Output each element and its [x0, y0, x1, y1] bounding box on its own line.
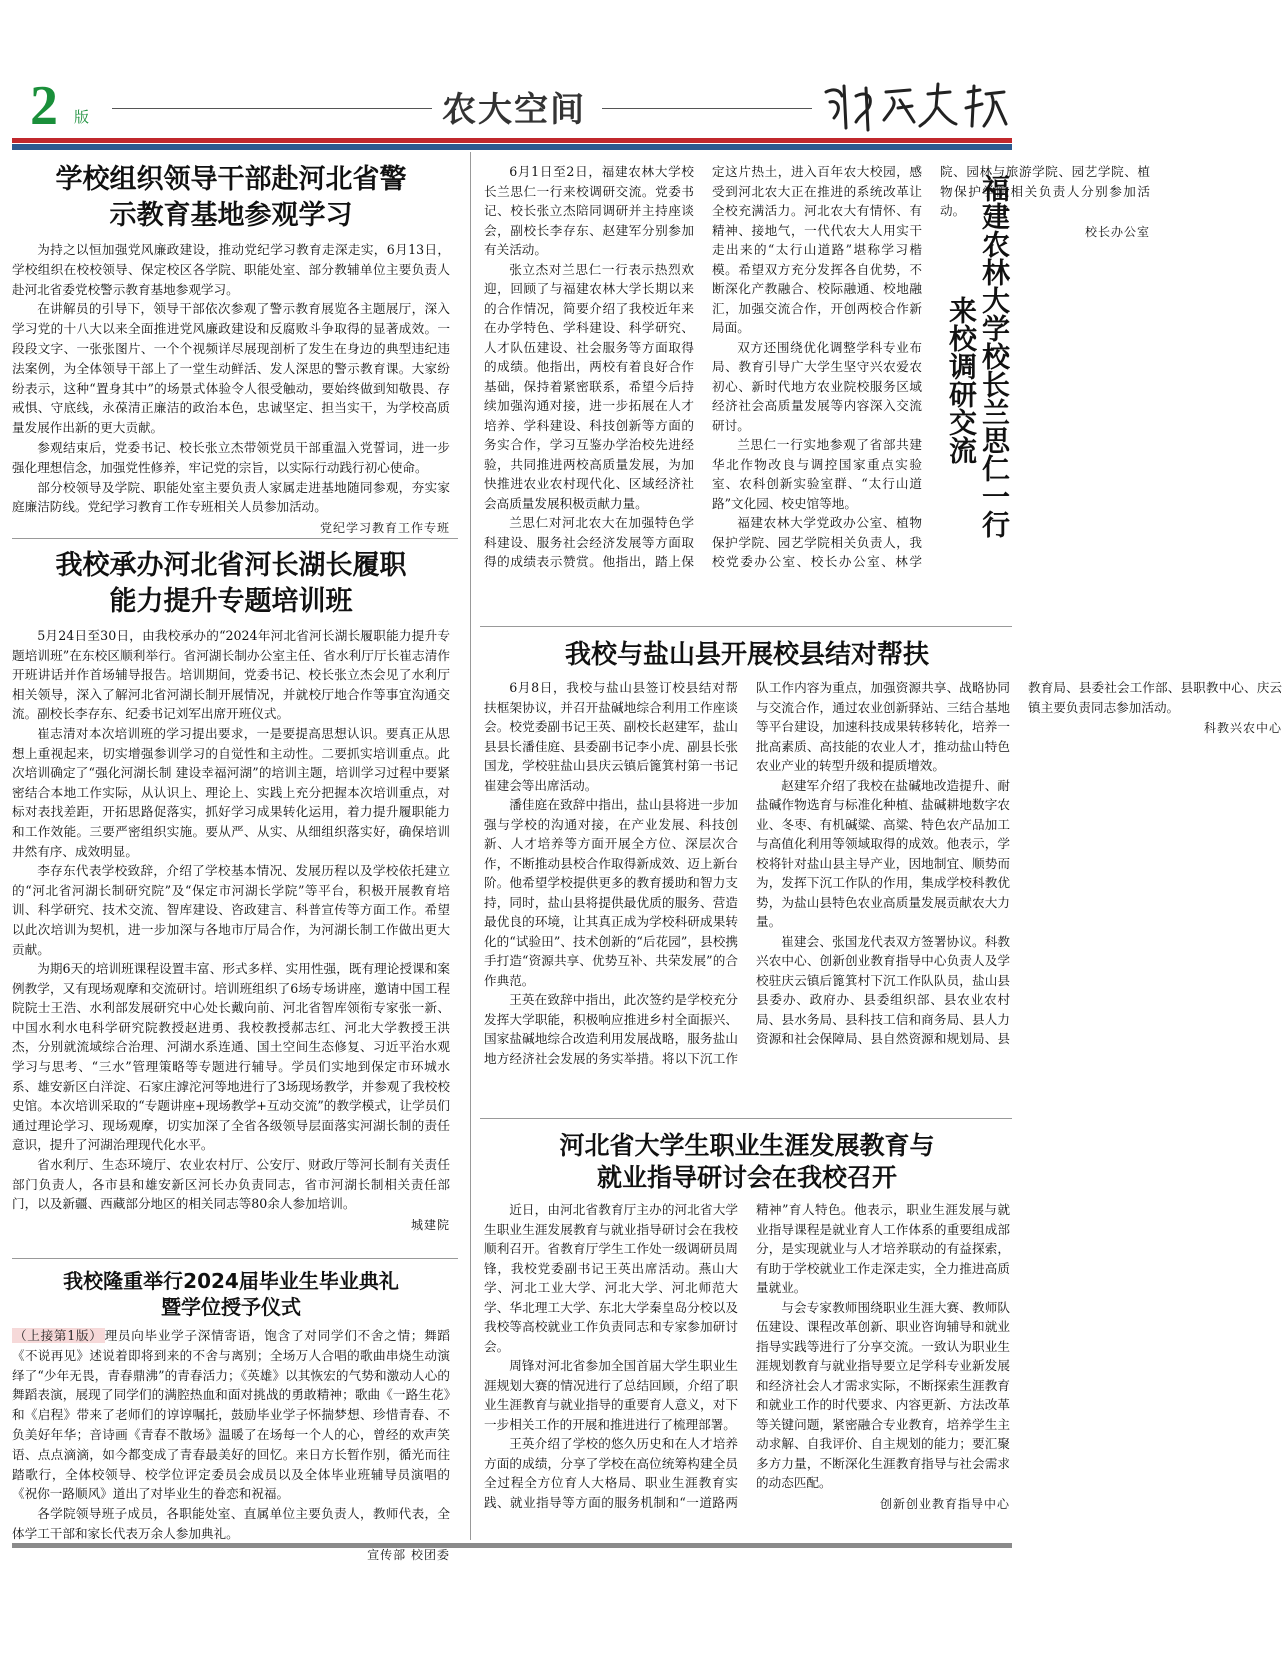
article-source: 宣传部 校团委 [367, 1547, 450, 1562]
top-red-bar [12, 138, 1012, 143]
article-source: 城建院 [410, 1217, 450, 1232]
article-yanshan-county [484, 638, 1282, 1088]
bottom-bar [12, 1543, 1012, 1548]
vertical-headline-main: 福建农林大学校长兰思仁一行 [978, 174, 1011, 538]
top-blue-bar [12, 144, 1012, 150]
article-graduation [12, 1268, 451, 1562]
article-career-seminar [484, 1130, 1010, 1538]
article-source: 党纪学习教育工作专班 [319, 521, 450, 536]
vertical-headline-sub: 来校调研交流 [945, 296, 978, 464]
article-body: 为持之以恒加强党风廉政建设，推动党纪学习教育走深走实，6月13日，学校组织在校校领导、保定校区各学院、职能处室、部分教辅单位主要负责人赴河北省委党校警示教育基地参观学习。 在讲解员的引导下，领导干部依次参观了警示教育展览各主题展厅，深入学习党的十八大以来全面推进党风廉政建设和反腐败斗争取得的显著成效。一段段文字、一张张图片、一个个视频详尽展现剖析了发生在身边的典型违纪违法案例，为全体领导干部上了一堂生动鲜活、发人深思的警示教育课。大家纷纷表示，这种“置身其中”的场景式体验令人很受触动，要始终做到知敬畏、存戒惧、守底线，永葆清正廉洁的政治本色，忠诚坚定、担当实干，为学校高质量发展作出新的更大贡献。 参观结束后，党委书记、校长张立杰带领党员干部重温入党誓词，进一步强化理想信念，加强党性修养，牢记党的宗旨，以实际行动践行初心使命。 部分校领导及学院、职能处室主要负责人家属走进基地随同参观，夯实家庭廉洁防线。党纪学习教育工作专班相关人员参加活动。 [12, 242, 450, 515]
article-body: 6月8日，我校与盐山县签订校县结对帮扶框架协议，并召开盐碱地综合利用工作座谈会。校党委副书记王英、副校长赵建军，盐山县县长潘佳庭、县委副书记李小虎、副县长张国龙，学校驻盐山县庆云镇后篦箕村第一书记崔建会等出席活动。 潘佳庭在致辞中指出，盐山县将进一步加强与学校的沟通对接，在产业发展、科技创新、人才培养等方面开展全方位、深层次合作，不断推动县校合作取得新成效、迈上新台阶。他希望学校提供更多的教育援助和智力支持，同时，盐山县将提供最优质的服务、营造最优良的环境，让其真正成为学校科研成果转化的“试验田”、技术创新的“后花园”，县校携手打造“资源共享、优势互补、共荣发展”的合作典范。 王英在致辞中指出，此次签约是学校充分发挥大学职能，积极响应推进乡村全面振兴、国家盐碱地综合改造利用发展战略，服务盐山地方经济社会发展的务实举措。将以下沉工作队工作内容为重点，加强资源共享、战略协同与交流合作，通过农业创新驿站、三结合基地等平台建设，加速科技成果转移转化，培养一批高素质、高技能的农业人才，推动盐山特色农业产业的转型升级和提质增效。 赵建军介绍了我校在盐碱地改造提升、耐盐碱作物选育与标准化种植、盐碱耕地数字农业、冬枣、有机碱粱、高粱、特色农产品加工与高值化利用等领域取得的成效。他表示，学校将针对盐山县主导产业，因地制宜、顺势而为，发挥下沉工作队的作用，集成学校科教优势，为盐山县特色农业高质量发展贡献农大力量。 崔建会、张国龙代表双方签署协议。科教兴农中心、创新创业教育指导中心负责人及学校驻庆云镇后篦箕村下沉工作队队员，盐山县县委办、政府办、县委组织部、县农业农村局、县水务局、县科技工信和商务局、县人力资源和社会保障局、县自然资源和规划局、县教育局、县委社会工作部、县职教中心、庆云镇主要负责同志参加活动。 科教兴农中心 [484, 680, 1282, 1066]
article-source: 科教兴农中心 [1203, 721, 1282, 735]
article-source: 创新创业教育指导中心 [879, 1496, 1010, 1511]
article-headline: 学校组织领导干部赴河北省警 示教育基地参观学习 [55, 164, 407, 231]
page-unit: 版 [74, 108, 90, 126]
article-headline: 河北省大学生职业生涯发展教育与 就业指导研讨会在我校召开 [559, 1131, 935, 1192]
column-divider [470, 152, 471, 1540]
article-warning-education [12, 162, 450, 536]
article-body: 近日，由河北省教育厅主办的河北省大学生职业生涯发展教育与就业指导研讨会在我校顺利召开。省教育厅学生工作处一级调研员周锋，我校党委副书记王英出席活动。燕山大学、河北工业大学、河北大学、河北师范大学、华北理工大学、东北大学秦皇岛分校以及我校等高校就业工作负责同志和专家参加研讨会。 周锋对河北省参加全国首届大学生职业生涯规划大赛的情况进行了总结回顾，介绍了职业生涯教育与就业指导的重要育人意义，对下一步相关工作的开展和推进进行了梳理部署。 王英介绍了学校的悠久历史和在人才培养方面的成绩，分享了学校在高位统筹构建全员全过程全方位育人大格局、职业生涯教育实践、就业指导等方面的服务机制和“一道路两精神”育人特色。他表示，职业生涯发展与就业指导课程是就业育人工作体系的重要组成部分，是实现就业与人才培养联动的有益探索，有助于学校就业工作走深走实，全力推进高质量就业。 与会专家教师围绕职业生涯大赛、教师队伍建设、课程改革创新、职业咨询辅导和就业指导实践等进行了分享交流。一致认为职业生涯规划教育与就业指导要立足学科专业新发展和经济社会人才需求实际，不断探索生涯教育和就业工作的时代要求、内容更新、方法改革等关键问题，紧密融合专业教育，培养学生主动求解、自我评价、自主规划的能力；要汇聚多方力量，不断深化生涯教育指导与社会需求的动态匹配。 创新创业教育指导中心 [484, 1200, 1010, 1528]
divider [480, 626, 1012, 627]
article-body: （上接第1版） 理员向毕业学子深情寄语，饱含了对同学们不舍之情；舞蹈《不说再见》述说着即将到来的不舍与离别；全场万人合唱的歌曲串烧生动演绎了“少年无畏，青春鼎沸”的青春活力；《英雄》以其恢宏的气势和激动人心的舞蹈表演，展现了同学们的满腔热血和面对挑战的勇敢精神；歌曲《一路生花》和《启程》带来了老师们的谆谆嘱托，鼓励毕业学子怀揣梦想、珍惜青春、不负美好年华；音诗画《青春不散场》温暖了在场每一个人的心，曾经的欢声笑语、点点滴滴，如今都变成了青春最美好的回忆。来日方长暂作别，循光而往踏歌行，全体校领导、校学位评定委员会成员以及全体毕业班辅导员演唱的《祝你一路顺风》道出了对毕业生的眷恋和祝福。 各学院领导班子成员，各职能处室、直属单位主要负责人，教师代表，全体学工干部和家长代表万余人参加典礼。 [12, 1328, 451, 1541]
divider [12, 538, 458, 539]
masthead-rule-right [602, 108, 812, 109]
article-source: 校长办公室 [1084, 224, 1150, 239]
masthead [12, 76, 1012, 138]
divider [12, 1258, 458, 1259]
article-headline: 我校承办河北省河长湖长履职 能力提升专题培训班 [55, 550, 407, 617]
section-title: 农大空间 [442, 90, 586, 130]
divider [480, 1118, 1012, 1119]
article-fujian-visit [484, 162, 1150, 588]
page-number: 2 [30, 75, 58, 137]
article-body: 6月1日至2日，福建农林大学校长兰思仁一行来校调研交流。党委书记、校长张立杰陪同调研并主持座谈会，副校长李存东、赵建军分别参加有关活动。 张立杰对兰思仁一行表示热烈欢迎，回顾了与福建农林大学长期以来的合作情况，简要介绍了我校近年来在办学特色、学科建设、科学研究、人才队伍建设、社会服务等方面取得的成绩。他指出，两校有着良好合作基础，保持着紧密联系，希望今后持续加强沟通对接，进一步拓展在人才培养、学科建设、科技创新等方面的务实合作，学习互鉴办学治校先进经验，共同推进两校高质量发展，为加快推进农业农村现代化、区域经济社会高质量发展积极贡献力量。 兰思仁对河北农大在加强特色学科建设、服务社会经济发展等方面取得的成绩表示赞赏。他指出，踏上保定这片热土，进入百年农大校园，感受到河北农大正在推进的系统改革让全校充满活力。河北农大有情怀、有精神、接地气，一代代农大人用实干走出来的“太行山道路”堪称学习楷模。希望双方充分发挥各自优势，不断深化产教融合、校际融通、校地融汇，加强交流合作，开创两校合作新局面。 双方还围绕优化调整学科专业布局、教育引导广大学生坚守兴农爱农初心、新时代地方农业院校服务区域经济社会高质量发展等内容深入交流研讨。 兰思仁一行实地参观了省部共建华北作物改良与调控国家重点实验室、农科创新实验室群、“太行山道路”文化园、校史馆等地。 福建农林大学党政办公室、植物保护学院、园艺学院相关负责人，我校党委办公室、校长办公室、林学院、园林与旅游学院、园艺学院、植物保护学院相关负责人分别参加活动。 校长办公室 [484, 164, 1150, 569]
article-river-chief-training [12, 548, 450, 1232]
article-body: 5月24日至30日，由我校承办的“2024年河北省河长湖长履职能力提升专题培训班”在东校区顺利举行。省河湖长制办公室主任、省水利厅厅长崔志清作开班讲话并作首场辅导报告。培训期间，党委书记、校长张立杰会见了水利厅相关领导，深入了解河北省河湖长制开展情况，并就校厅地合作等事宜沟通交流。副校长李存东、纪委书记刘军出席开班仪式。 崔志清对本次培训班的学习提出要求，一是要提高思想认识。要真正从思想上重视起来，切实增强参训学习的自觉性和主动性。二要抓实培训重点。此次培训确定了“强化河湖长制 建设幸福河湖”的培训主题，培训学习过程中要紧密结合本地工作实际，从认识上、理论上、实践上充分把握本次培训重点，对标对表找差距，开拓思路促落实，抓好学习成果转化运用，着力提升履职能力和工作效能。三要严密组织实施。要从严、从实、从细组织落实好，确保培训井然有序、成效明显。 李存东代表学校致辞，介绍了学校基本情况、发展历程以及学校依托建立的“河北省河湖长制研究院”及“保定市河湖长学院”等平台，积极开展教育培训、科学研究、技术交流、智库建设、咨政建言、科普宣传等方面工作。希望以此次培训为契机，进一步加深与各地市厅局合作，为河湖长制工作做出更大贡献。 为期6天的培训班课程设置丰富、形式多样、实用性强，既有理论授课和案例教学，又有现场观摩和交流研讨。培训班组织了6场专场讲座，邀请中国工程院院士王浩、水利部发展研究中心处长戴向前、河北省智库领衔专家张一新、中国水利水电科学研究院教授赵进勇、我校教授郝志红、河北大学教授王洪杰，分别就流域综合治理、河湖水系连通、国土空间生态修复、习近平治水观学习与思考、“三水”管理策略等专题进行辅导。学员们实地到保定市环城水系、雄安新区白洋淀、石家庄滹沱河等地进行了3场现场教学，并参观了我校校史馆。本次培训采取的“专题讲座+现场教学+互动交流”的教学模式，让学员们通过理论学习、现场观摩，切实加深了全省各级领导层面落实河湖长制的责任意识，提升了河湖治理现代化水平。 省水利厅、生态环境厅、农业农村厅、公安厅、财政厅等河长制有关责任部门负责人，各市县和雄安新区河长办负责同志，省市河湖长制相关责任部门，以及新疆、西藏部分地区的相关同志等80余人参加培训。 [12, 628, 450, 1212]
article-headline: 我校隆重举行2024届毕业生毕业典礼 暨学位授予仪式 [63, 1269, 399, 1319]
article-headline: 我校与盐山县开展校县结对帮扶 [564, 640, 929, 670]
continued-tag: （上接第1版） [14, 1328, 103, 1343]
masthead-rule-left [112, 108, 432, 109]
paper-logo [820, 78, 1008, 134]
